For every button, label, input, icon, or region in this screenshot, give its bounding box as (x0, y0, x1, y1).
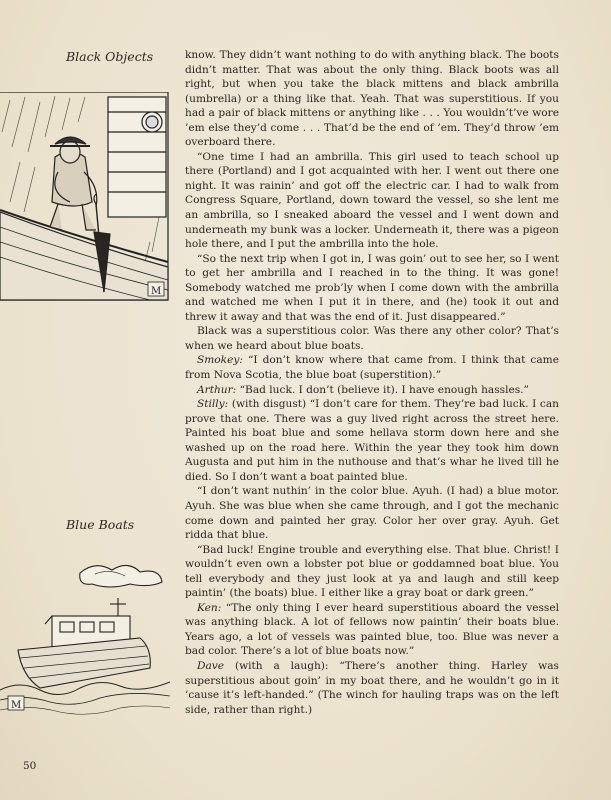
margin-heading-black-objects: Black Objects (66, 49, 154, 64)
paragraph-text: “I don’t want nuthin’ in the color blue. Ayuh. (I had) a blue motor. Ayuh. She was blue when she came through, and I got the mechanic come down and painted her gray. Color her over gray. Ayuh. Get ridda that blue. (185, 485, 559, 542)
body-paragraph (185, 48, 559, 150)
speaker-name: Dave (197, 659, 225, 672)
body-paragraph (185, 252, 559, 325)
body-paragraph (185, 659, 559, 717)
paragraph-text: “The only thing I ever heard superstitious aboard the vessel was anything black. A lot of fellows now paintin’ their boats blue. Years ago, a lot of vessels was painted blue, too. Blue was never a bad color. There’s a lot of blue boats now.” (185, 601, 559, 658)
paragraph-text: (with a laugh): “There’s another thing. Harley was superstitious about goin’ in my boat there, and he wouldn’t go in it ’cause it’s left-handed.” (The winch for hauling traps was on the left side, rather than right.) (185, 659, 559, 716)
margin-heading-blue-boats: Blue Boats (66, 517, 135, 532)
page-number: 50 (23, 760, 37, 772)
body-paragraph (185, 150, 559, 252)
paragraph-text: Black was a superstitious color. Was there any other color? That’s when we heard about blue boats. (185, 325, 559, 352)
sailor-with-umbrella-illustration (0, 92, 170, 302)
speaker-name: Stilly: (197, 398, 229, 411)
body-paragraph (185, 601, 559, 659)
lobster-boat-illustration (0, 558, 170, 723)
body-paragraph (185, 324, 559, 353)
speaker-name: Smokey: (197, 354, 243, 367)
paragraph-text: “One time I had an ambrilla. This girl used to teach school up there (Portland) and I got acquainted with her. I went out there one night. It was rainin’ and got off the electric car. I had to walk from Congress Square, Portland, down toward the vessel, so she lent me an ambrilla, so I sneaked aboard the vessel and I went down and underneath my bunk was a locker. Underneath it, there was a pigeon hole there, and I put the ambrilla into the hole. (185, 150, 559, 251)
artist-monogram-sailor: M (151, 286, 162, 297)
paragraph-text: “Bad luck! Engine trouble and everything else. That blue. Christ! I wouldn’t even own a lobster pot blue or goddamned boat blue. You tell everybody and they just look at ya and laugh and still keep paintin’ (the boats) blue. I either like a gray boat or dark green.” (185, 543, 559, 600)
body-paragraph (185, 484, 559, 542)
body-paragraph (185, 383, 559, 398)
speaker-name: Arthur: (197, 383, 237, 396)
paragraph-text: (with disgust) “I don’t care for them. They’re bad luck. I can prove that one. There was a guy lived right across the street here. Painted his boat blue and some hellava storm down here and she washed up on the road here. Within the year they took him down Augusta and put him in the nuthouse and that’s whar he lived till he died. So I don’t want a boat painted blue. (185, 398, 559, 483)
paragraph-text: “So the next trip when I got in, I was goin’ out to see her, so I went to get her ambrilla and I reached in to the thing. It was gone! Somebody watched me prob’ly when I come down with the ambrilla and watched me when I put it in there, and (he) took it out and threw it away and that was the end of it. Just disappeared.” (185, 252, 559, 323)
body-text (185, 48, 559, 717)
body-paragraph (185, 353, 559, 382)
paragraph-text: “I don’t know where that came from. I think that came from Nova Scotia, the blue boat (superstition).” (185, 354, 559, 382)
paragraph-text: “Bad luck. I don’t (believe it). I have enough hassles.” (236, 383, 529, 396)
body-paragraph (185, 543, 559, 601)
artist-monogram-boat: M (11, 700, 22, 711)
body-paragraph (185, 397, 559, 484)
paragraph-text: know. They didn’t want nothing to do with anything black. The boots didn’t matter. That was about the only thing. Black boots was all right, but when you take the black mittens and black ambrilla (umbrella) or a thing like that. Yeah. That was superstitious. If you had a pair of black mittens or anything like . . . You wouldn’t’ve wore ’em else they’d come . . . That’d be the end of ’em. They’d throw ’em overboard there. (185, 49, 559, 149)
speaker-name: Ken: (197, 601, 222, 614)
